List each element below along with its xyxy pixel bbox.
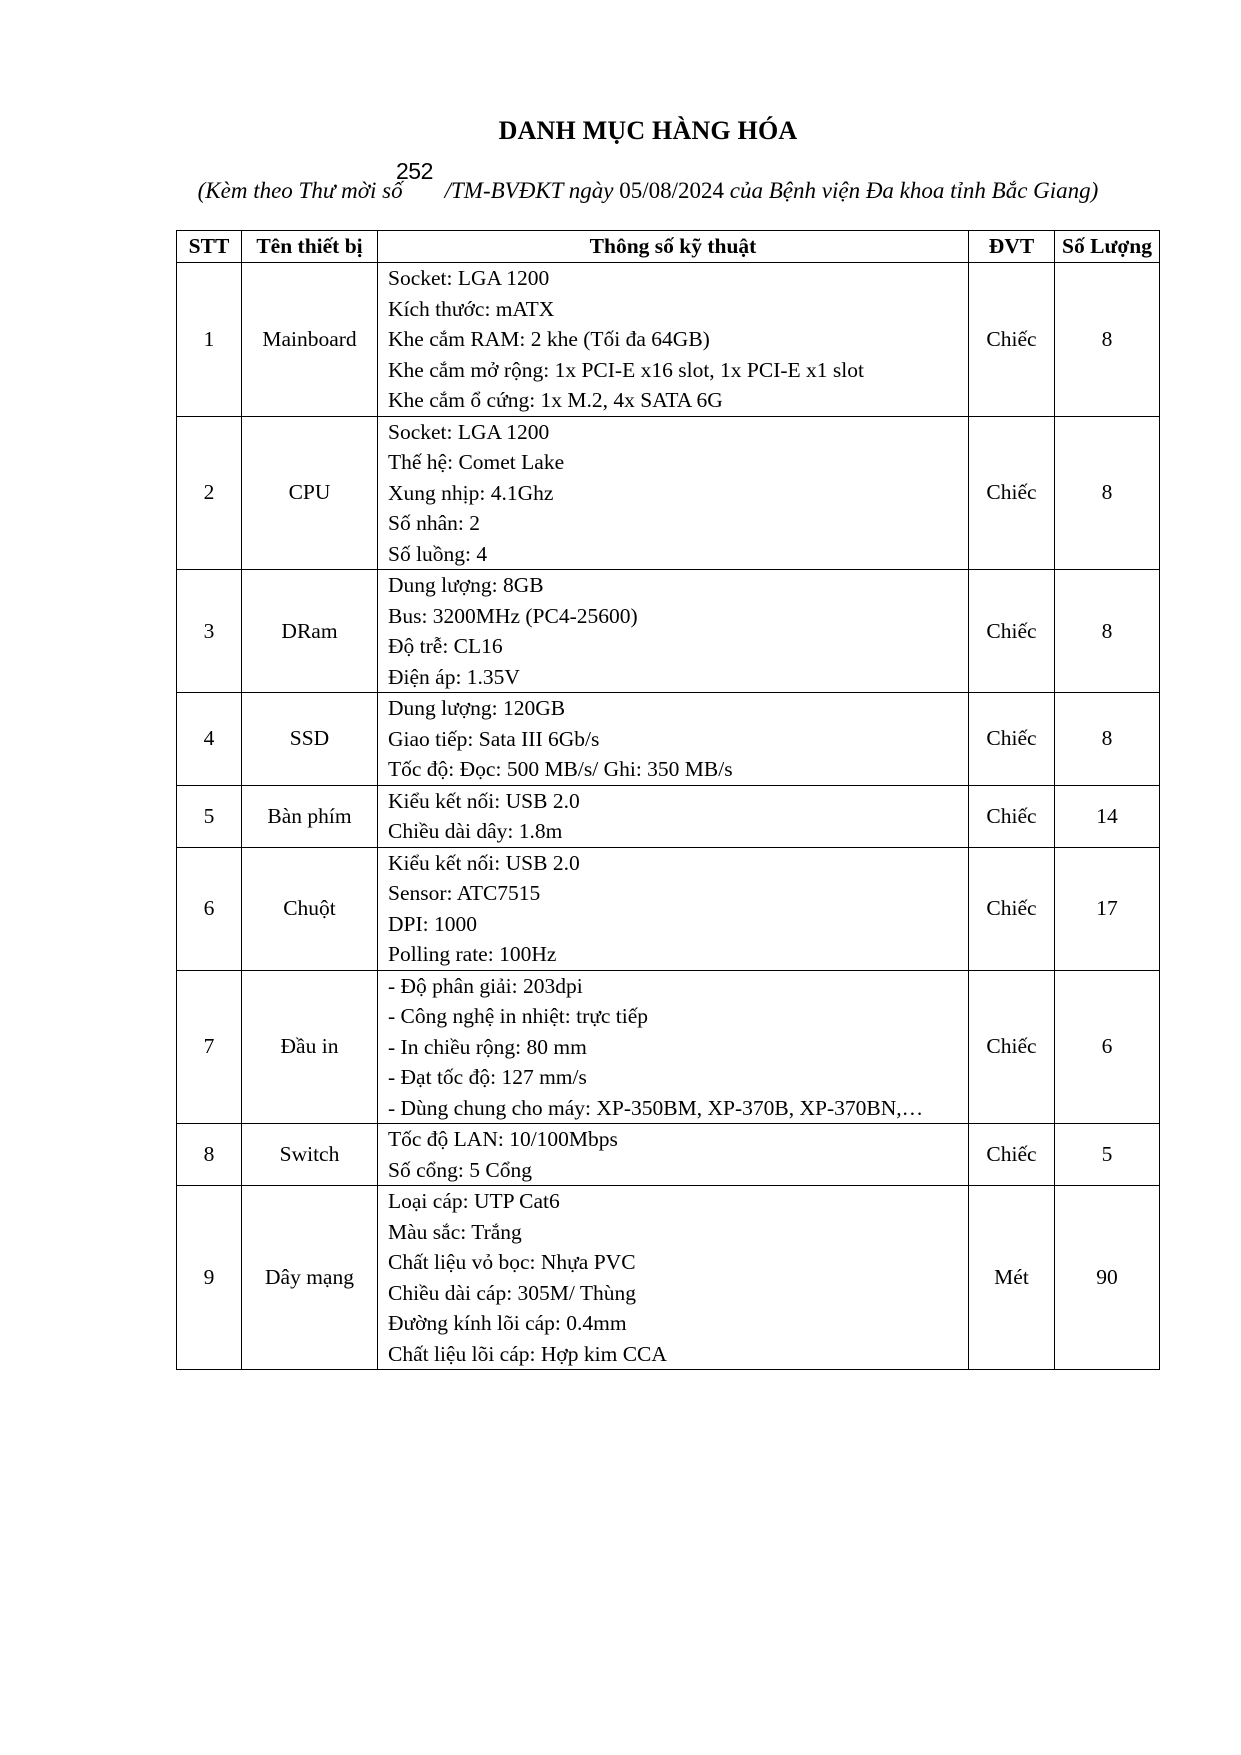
subtitle-date: 05/08/2024 bbox=[619, 178, 725, 203]
spec-line: Số luồng: 4 bbox=[388, 541, 488, 566]
cell-device-name: Dây mạng bbox=[242, 1186, 378, 1370]
header-quantity: Số Lượng bbox=[1055, 231, 1160, 263]
table-row bbox=[177, 1186, 1160, 1370]
table-row bbox=[177, 263, 1160, 417]
cell-device-name: Đầu in bbox=[242, 970, 378, 1124]
spec-line: Polling rate: 100Hz bbox=[388, 942, 557, 966]
spec-line: Tốc độ: Đọc: 500 MB/s/ Ghi: 350 MB/s bbox=[388, 757, 733, 781]
cell-specifications bbox=[378, 693, 969, 786]
spec-line: - Độ phân giải: 203dpi bbox=[388, 973, 583, 998]
cell-specifications bbox=[378, 416, 969, 570]
spec-line: - Đạt tốc độ: 127 mm/s bbox=[388, 1065, 587, 1089]
cell-specifications bbox=[378, 1186, 969, 1370]
spec-line: Chất liệu vỏ bọc: Nhựa PVC bbox=[388, 1250, 636, 1274]
spec-line: Xung nhịp: 4.1Ghz bbox=[388, 480, 554, 505]
subtitle-issuer: của Bệnh viện Đa khoa tỉnh Bắc Giang) bbox=[724, 178, 1099, 203]
cell-device-name: CPU bbox=[242, 416, 378, 570]
cell-device-name: Bàn phím bbox=[242, 785, 378, 847]
cell-specifications bbox=[378, 1124, 969, 1186]
table-row bbox=[177, 416, 1160, 570]
cell-quantity: 5 bbox=[1055, 1124, 1160, 1186]
cell-device-name: DRam bbox=[242, 570, 378, 693]
cell-stt: 7 bbox=[177, 970, 242, 1124]
spec-line: Độ trễ: CL16 bbox=[388, 634, 503, 658]
cell-unit: Chiếc bbox=[969, 847, 1055, 970]
cell-specifications bbox=[378, 785, 969, 847]
cell-stt: 4 bbox=[177, 693, 242, 786]
cell-stt: 1 bbox=[177, 263, 242, 417]
subtitle-prefix: (Kèm theo Thư mời số bbox=[197, 178, 403, 203]
cell-unit: Chiếc bbox=[969, 570, 1055, 693]
cell-quantity: 8 bbox=[1055, 263, 1160, 417]
cell-quantity: 14 bbox=[1055, 785, 1160, 847]
cell-specifications bbox=[378, 263, 969, 417]
cell-specifications bbox=[378, 847, 969, 970]
spec-line: Sensor: ATC7515 bbox=[388, 881, 541, 905]
spec-line: Khe cắm ổ cứng: 1x M.2, 4x SATA 6G bbox=[388, 388, 723, 412]
table-row bbox=[177, 970, 1160, 1124]
cell-device-name: Chuột bbox=[242, 847, 378, 970]
cell-stt: 3 bbox=[177, 570, 242, 693]
cell-device-name: SSD bbox=[242, 693, 378, 786]
header-device-name: Tên thiết bị bbox=[242, 231, 378, 263]
table-row bbox=[177, 570, 1160, 693]
cell-unit: Chiếc bbox=[969, 693, 1055, 786]
goods-table bbox=[176, 230, 1160, 1370]
table-row bbox=[177, 847, 1160, 970]
document-title: DANH MỤC HÀNG HÓA bbox=[498, 116, 798, 145]
cell-stt: 6 bbox=[177, 847, 242, 970]
spec-line: Chiều dài dây: 1.8m bbox=[388, 819, 563, 843]
spec-line: Khe cắm RAM: 2 khe (Tối đa 64GB) bbox=[388, 327, 710, 351]
spec-line: - Dùng chung cho máy: XP-350BM, XP-370B, XP-370BN,… bbox=[388, 1095, 924, 1120]
cell-stt: 5 bbox=[177, 785, 242, 847]
spec-line: Chất liệu lõi cáp: Hợp kim CCA bbox=[388, 1341, 667, 1366]
cell-unit: Chiếc bbox=[969, 1124, 1055, 1186]
cell-quantity: 8 bbox=[1055, 416, 1160, 570]
spec-line: Tốc độ LAN: 10/100Mbps bbox=[388, 1127, 618, 1151]
cell-quantity: 90 bbox=[1055, 1186, 1160, 1370]
spec-line: Chiều dài cáp: 305M/ Thùng bbox=[388, 1280, 637, 1305]
spec-line: Dung lượng: 8GB bbox=[388, 573, 544, 597]
spec-line: Kích thước: mATX bbox=[388, 296, 555, 321]
table-header-row bbox=[177, 231, 1160, 263]
spec-line: Màu sắc: Trắng bbox=[388, 1219, 522, 1244]
cell-quantity: 17 bbox=[1055, 847, 1160, 970]
table-row bbox=[177, 693, 1160, 786]
cell-quantity: 6 bbox=[1055, 970, 1160, 1124]
spec-line: Kiểu kết nối: USB 2.0 bbox=[388, 850, 580, 875]
handwritten-document-number: 252 bbox=[396, 158, 433, 184]
cell-stt: 2 bbox=[177, 416, 242, 570]
spec-line: Loại cáp: UTP Cat6 bbox=[388, 1189, 560, 1213]
spec-line: Số cổng: 5 Cổng bbox=[388, 1157, 532, 1182]
subtitle-reference: /TM-BVĐKT ngày bbox=[444, 178, 620, 203]
table-row bbox=[177, 1124, 1160, 1186]
header-stt: STT bbox=[177, 231, 242, 263]
cell-device-name: Mainboard bbox=[242, 263, 378, 417]
spec-line: - In chiều rộng: 80 mm bbox=[388, 1034, 587, 1059]
spec-line: Dung lượng: 120GB bbox=[388, 696, 566, 720]
cell-unit: Chiếc bbox=[969, 416, 1055, 570]
spec-line: Thế hệ: Comet Lake bbox=[388, 450, 565, 474]
cell-stt: 9 bbox=[177, 1186, 242, 1370]
spec-line: Socket: LGA 1200 bbox=[388, 266, 550, 290]
cell-unit: Chiếc bbox=[969, 263, 1055, 417]
document-subtitle bbox=[0, 178, 1241, 204]
spec-line: Bus: 3200MHz (PC4-25600) bbox=[388, 603, 638, 628]
spec-line: Socket: LGA 1200 bbox=[388, 419, 550, 444]
cell-unit: Chiếc bbox=[969, 785, 1055, 847]
spec-line: - Công nghệ in nhiệt: trực tiếp bbox=[388, 1004, 649, 1028]
table-row bbox=[177, 785, 1160, 847]
spec-line: Số nhân: 2 bbox=[388, 511, 480, 535]
cell-quantity: 8 bbox=[1055, 693, 1160, 786]
cell-stt: 8 bbox=[177, 1124, 242, 1186]
spec-line: DPI: 1000 bbox=[388, 911, 477, 936]
spec-line: Đường kính lõi cáp: 0.4mm bbox=[388, 1311, 627, 1335]
cell-quantity: 8 bbox=[1055, 570, 1160, 693]
cell-unit: Mét bbox=[969, 1186, 1055, 1370]
spec-line: Khe cắm mở rộng: 1x PCI-E x16 slot, 1x PCI-E x1 slot bbox=[388, 357, 864, 382]
cell-device-name: Switch bbox=[242, 1124, 378, 1186]
spec-line: Kiểu kết nối: USB 2.0 bbox=[388, 788, 580, 813]
spec-line: Giao tiếp: Sata III 6Gb/s bbox=[388, 726, 600, 751]
header-specifications: Thông số kỹ thuật bbox=[378, 231, 969, 263]
spec-line: Điện áp: 1.35V bbox=[388, 664, 520, 689]
cell-specifications bbox=[378, 970, 969, 1124]
cell-unit: Chiếc bbox=[969, 970, 1055, 1124]
cell-specifications bbox=[378, 570, 969, 693]
table-body bbox=[177, 263, 1160, 1370]
header-unit: ĐVT bbox=[969, 231, 1055, 263]
